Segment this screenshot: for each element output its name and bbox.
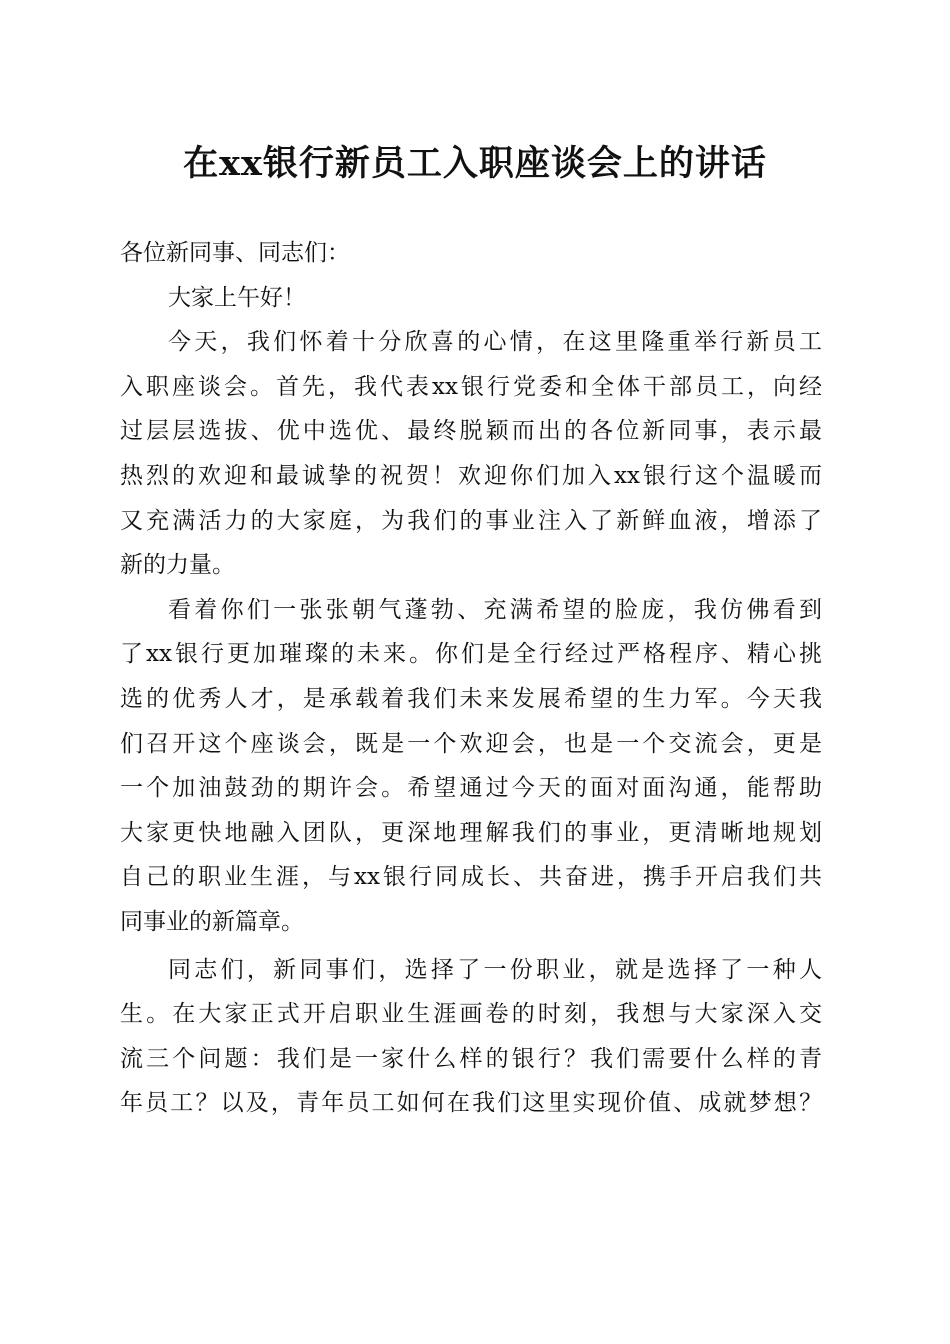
paragraph-2: [120, 588, 822, 945]
text-line: 一个加油鼓劲的期许会。希望通过今天的面对面沟通，能帮助: [120, 775, 822, 802]
text-line: 今天，我们怀着十分欣喜的心情，在这里隆重举行新员工: [168, 329, 822, 356]
document-title: 在xx银行新员工入职座谈会上的讲话: [183, 143, 767, 184]
text-line: 看着你们一张张朝气蓬勃、充满希望的脸庞，我仿佛看到: [168, 596, 822, 623]
text-line: 流三个问题：我们是一家什么样的银行？我们需要什么样的青: [120, 1045, 822, 1072]
text-line: 选的优秀人才，是承载着我们未来发展希望的生力军。今天我: [120, 685, 822, 712]
text-line: 了xx银行更加璀璨的未来。你们是全行经过严格程序、精心挑: [120, 641, 822, 668]
salutation: 各位新同事、同志们：: [120, 240, 350, 266]
text-line: 同事业的新篇章。: [120, 908, 304, 935]
text-line: 入职座谈会。首先，我代表xx银行党委和全体干部员工，向经: [120, 373, 822, 400]
text-line: 自己的职业生涯，与xx银行同成长、共奋进，携手开启我们共: [120, 864, 822, 891]
text-line: 又充满活力的大家庭，为我们的事业注入了新鲜血液，增添了: [120, 507, 822, 534]
paragraph-1: [120, 320, 822, 588]
text-line: 热烈的欢迎和最诚挚的祝贺！欢迎你们加入xx银行这个温暖而: [120, 462, 822, 489]
text-line: 们召开这个座谈会，既是一个欢迎会，也是一个交流会，更是: [120, 730, 822, 757]
document-body: [120, 231, 822, 1126]
text-line: 新的力量。: [120, 552, 235, 579]
text-line: 过层层选拔、优中选优、最终脱颖而出的各位新同事，表示最: [120, 418, 822, 445]
greeting: 大家上午好！: [168, 284, 306, 311]
text-line: 大家更快地融入团队，更深地理解我们的事业，更清晰地规划: [120, 819, 822, 846]
text-line: 年员工？以及，青年员工如何在我们这里实现价值、成就梦想？: [120, 1090, 822, 1117]
text-line: 生。在大家正式开启职业生涯画卷的时刻，我想与大家深入交: [120, 1001, 822, 1028]
text-line: 同志们，新同事们，选择了一份职业，就是选择了一种人: [168, 956, 822, 983]
paragraph-3: [120, 948, 822, 1126]
